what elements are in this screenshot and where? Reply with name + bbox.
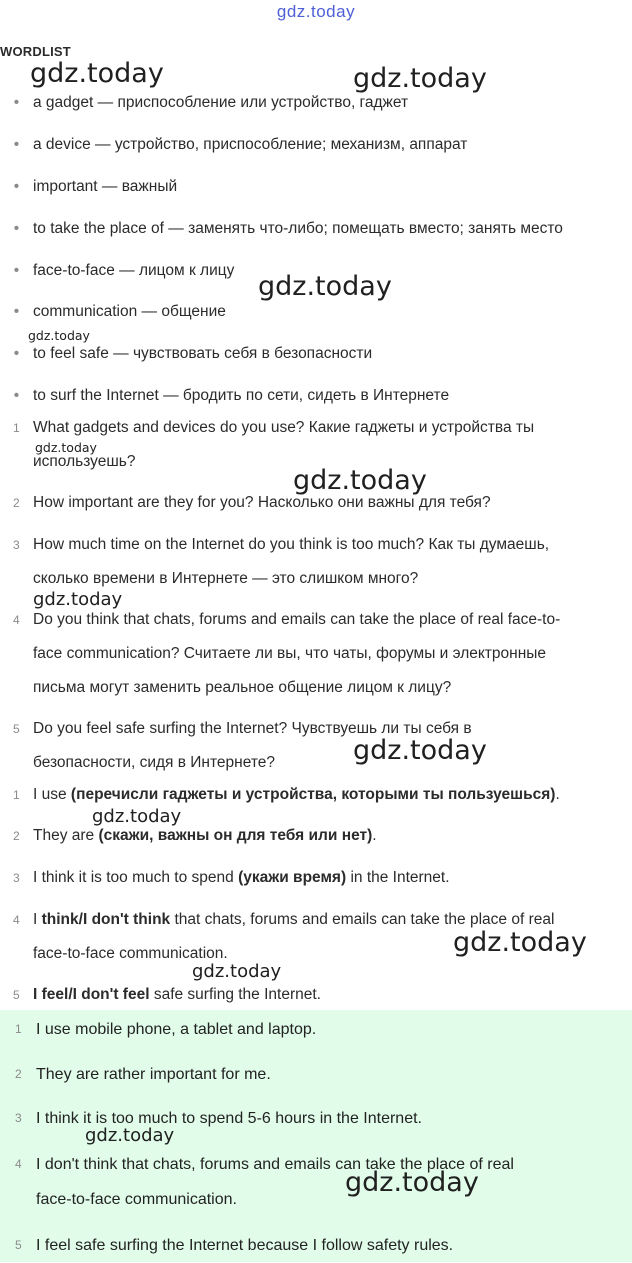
wordlist-title: WORDLIST <box>0 44 71 59</box>
question-item: 3 How much time on the Internet do you think is too much? Как ты думаешь, сколько времени в Интернете — это слишком много? <box>13 536 550 587</box>
watermark-text: gdz.today <box>293 465 427 496</box>
watermark-text: gdz.today <box>353 63 487 94</box>
wordlist-item: • important — важный <box>0 178 177 196</box>
watermark-text: gdz.today <box>192 961 282 982</box>
question-item: 1 What gadgets and devices do you use? Какие гаджеты и устройства ты используешь? <box>13 419 535 470</box>
wordlist-item: • to surf the Internet — бродить по сети, сидеть в Интернете <box>0 387 449 405</box>
bullet-icon: • <box>13 303 20 320</box>
template-item: 4 I think/I don't think that chats, forums and emails can take the place of real face-to-face communication. <box>13 911 555 962</box>
question-item: 4 Do you think that chats, forums and emails can take the place of real face-to- face communication? Считаете ли вы, что чаты, форумы и электронные письма могут заменить реальное общение лицом к лицу? <box>13 611 561 696</box>
wordlist-item: • a gadget — приспособление или устройство, гаджет <box>0 94 408 112</box>
template-item: 1 I use (перечисли гаджеты и устройства, которыми ты пользуешься). <box>13 786 560 803</box>
watermark-text: gdz.today <box>85 1125 175 1146</box>
answer-item: 5 I feel safe surfing the Internet because I follow safety rules. <box>15 1237 454 1254</box>
answer-item: 2 They are rather important for me. <box>15 1066 271 1083</box>
bullet-icon: • <box>13 262 20 279</box>
question-item: 2 How important are they for you? Насколько они важны для тебя? <box>13 494 491 511</box>
watermark-text: gdz.today <box>30 58 164 89</box>
watermark-text: gdz.today <box>92 806 182 827</box>
answer-item: 1 I use mobile phone, a tablet and laptop. <box>15 1021 317 1038</box>
answer-item: 3 I think it is too much to spend 5-6 hours in the Internet. <box>15 1110 422 1127</box>
watermark-text: gdz.today <box>353 735 487 766</box>
bullet-icon: • <box>13 387 20 404</box>
watermark-text: gdz.today <box>33 589 123 610</box>
template-item: 3 I think it is too much to spend (укажи время) in the Internet. <box>13 869 450 886</box>
bullet-icon: • <box>13 345 20 362</box>
watermark-text: gdz.today <box>35 440 97 455</box>
top-watermark: gdz.today <box>276 2 356 21</box>
template-item: 5 I feel/I don't feel safe surfing the Internet. <box>13 986 321 1003</box>
bullet-icon: • <box>13 94 20 111</box>
wordlist-item: • to feel safe — чувствовать себя в безопасности <box>0 345 372 363</box>
template-item: 2 They are (скажи, важны он для тебя или нет). <box>13 827 377 844</box>
wordlist-item: • face-to-face — лицом к лицу <box>0 262 234 280</box>
wordlist-item: • to take the place of — заменять что-либо; помещать вместо; занять место <box>0 220 563 238</box>
watermark-text: gdz.today <box>453 927 587 958</box>
bullet-icon: • <box>13 136 20 153</box>
wordlist-item: • communication — общение <box>0 303 226 321</box>
bullet-icon: • <box>13 220 20 237</box>
watermark-text: gdz.today <box>345 1167 479 1198</box>
watermark-text: gdz.today <box>258 271 392 302</box>
answer-item: 4 I don't think that chats, forums and emails can take the place of real face-to-face communication. <box>15 1156 514 1208</box>
bullet-icon: • <box>13 178 20 195</box>
watermark-text: gdz.today <box>28 328 90 343</box>
wordlist-item: • a device — устройство, приспособление; механизм, аппарат <box>0 136 467 154</box>
question-item: 5 Do you feel safe surfing the Internet? Чувствуешь ли ты себя в безопасности, сидя в Интернете? <box>13 720 472 771</box>
